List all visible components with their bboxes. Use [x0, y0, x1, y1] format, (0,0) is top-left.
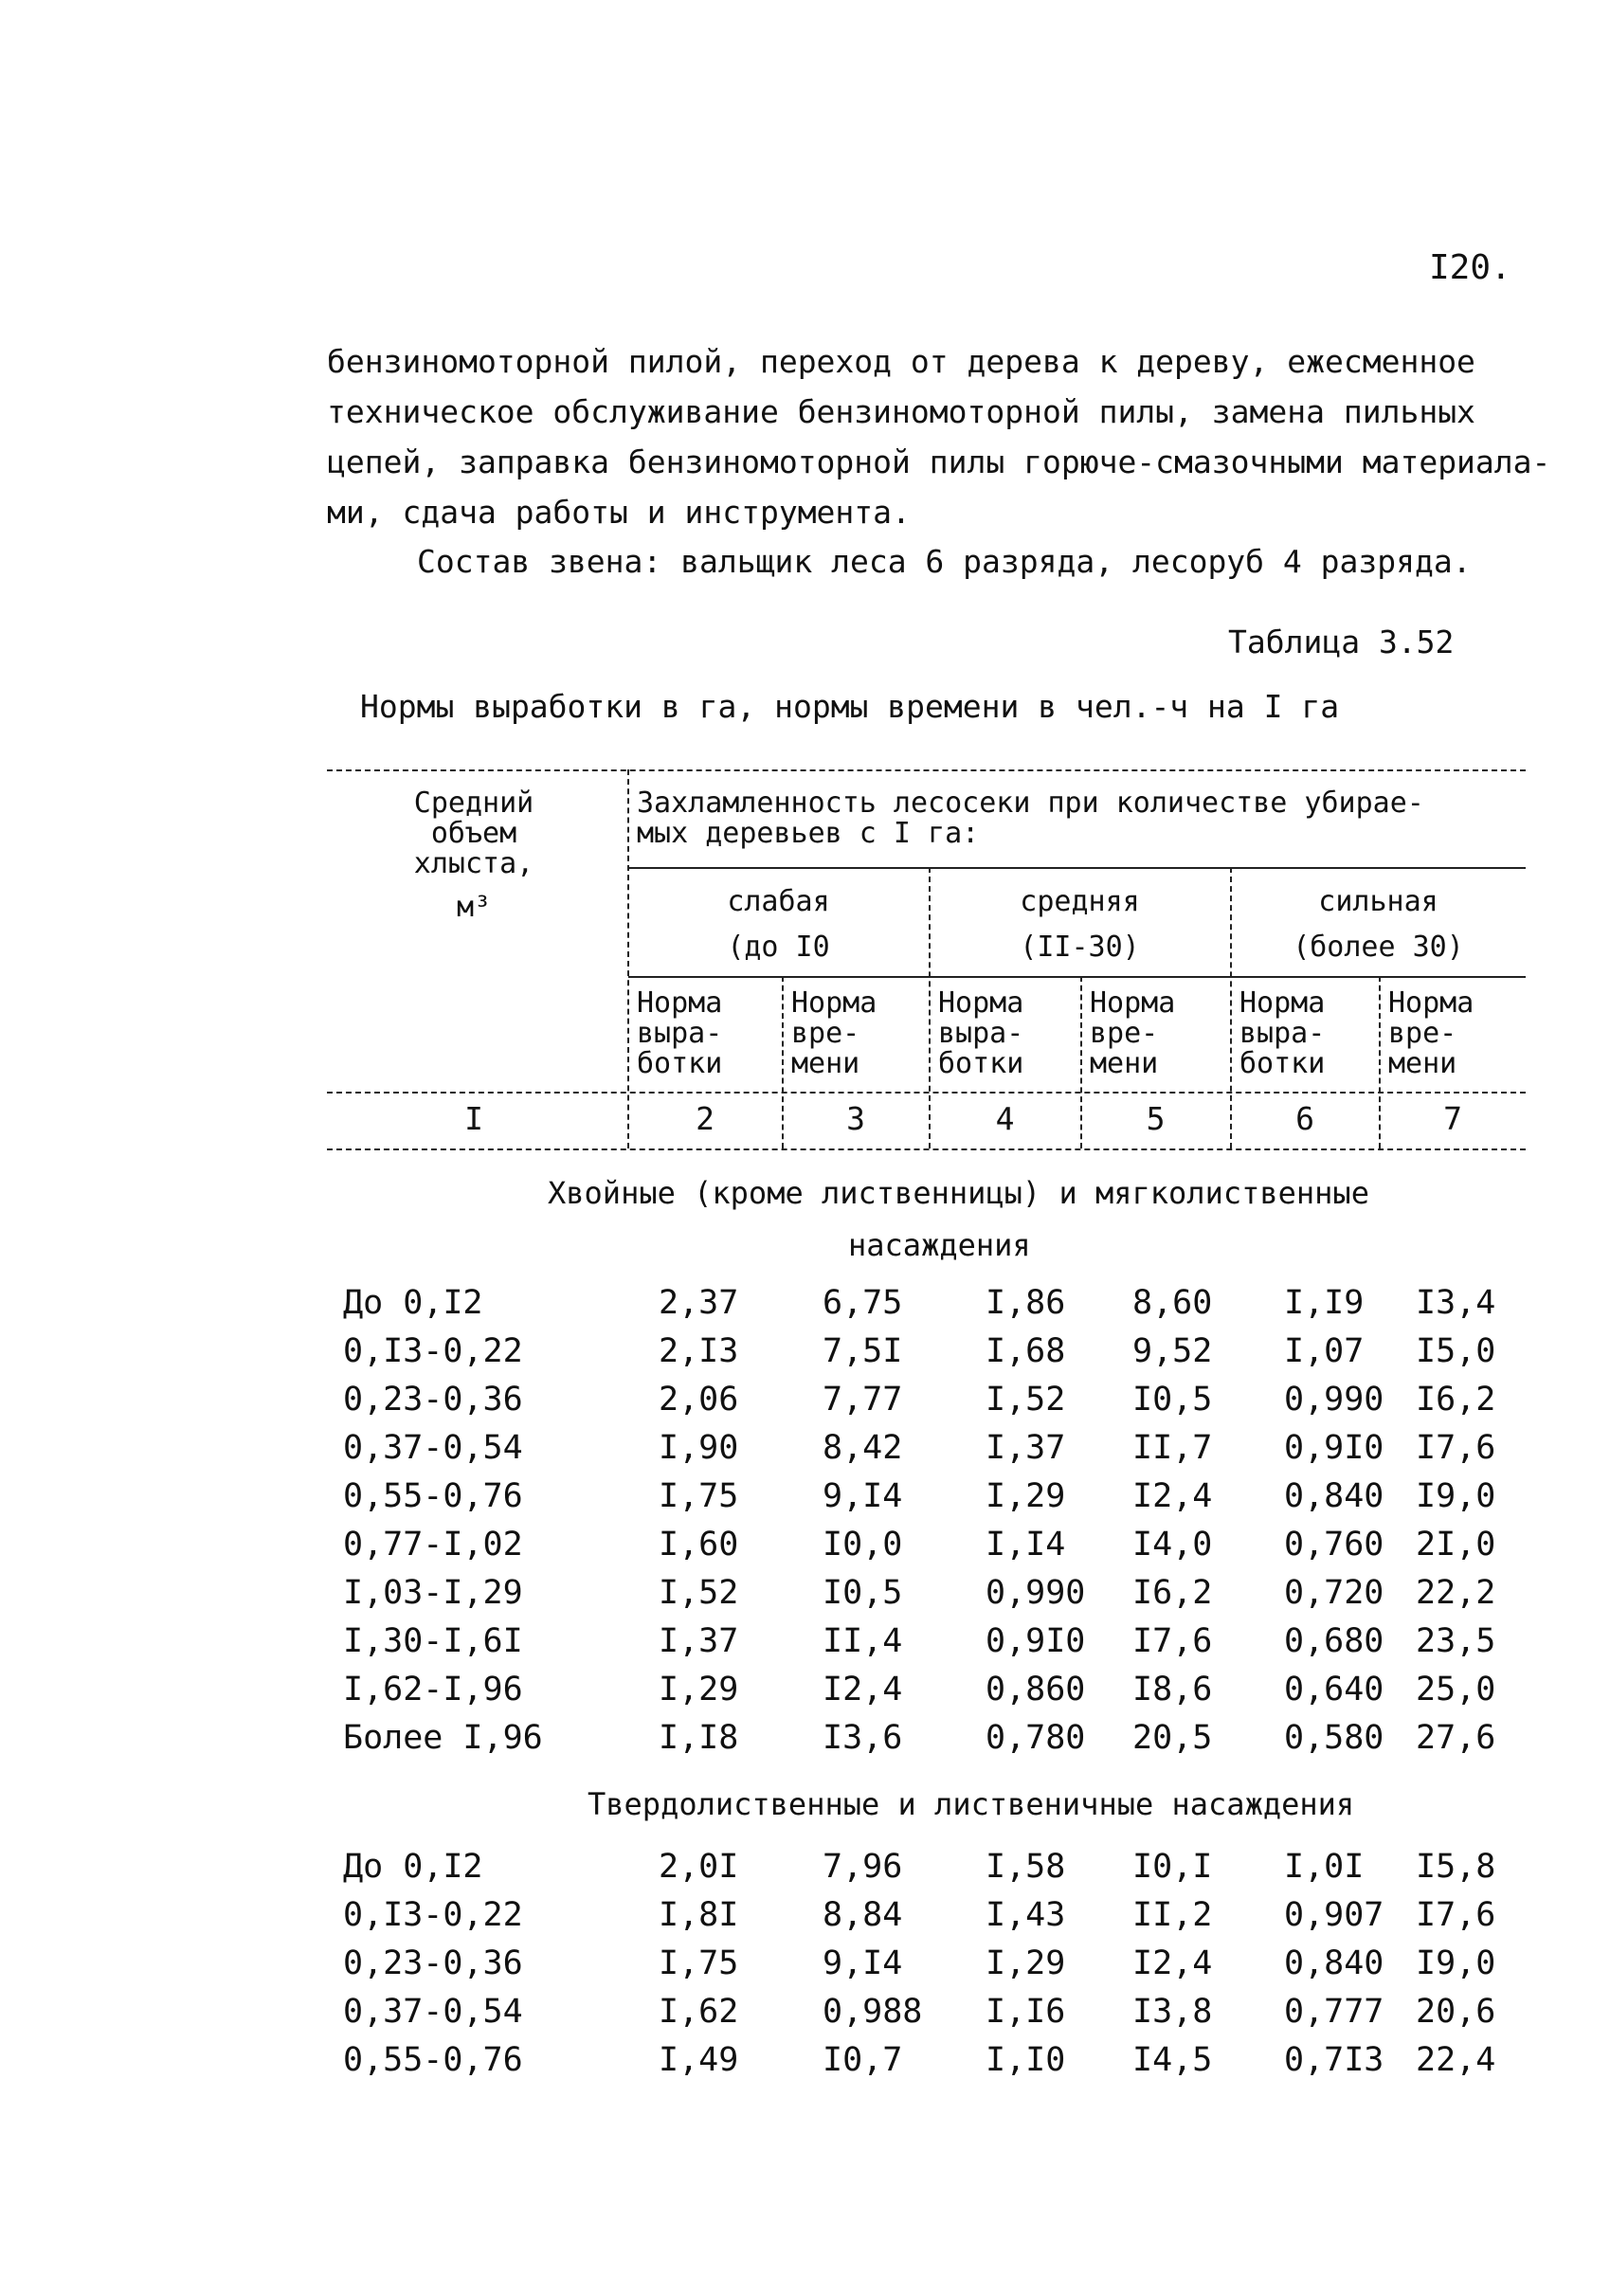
cell-value: I,75 [659, 1944, 739, 1982]
table-row [0, 1671, 1610, 1718]
table-row [0, 1622, 1610, 1670]
cell-value: I,29 [659, 1671, 739, 1708]
cell-value: I,52 [659, 1574, 739, 1612]
table-row [0, 1429, 1610, 1476]
cell-value: I,8I [659, 1896, 739, 1934]
column-number: 6 [1295, 1100, 1314, 1137]
subgroup-range: (II-30) [1020, 931, 1140, 964]
section-title: Твердолиственные и лиственичные насаждения [588, 1786, 1355, 1822]
norm-header-line: мени [1388, 1047, 1457, 1080]
norm-header-line: мени [791, 1047, 860, 1080]
cell-volume: Более I,96 [343, 1719, 543, 1757]
clutter-group-header [637, 788, 1424, 849]
cell-volume: До 0,I2 [343, 1848, 483, 1886]
norm-header-line: Норма [1090, 986, 1176, 1020]
cell-value: 7,5I [823, 1332, 903, 1370]
cell-volume: До 0,I2 [343, 1284, 483, 1322]
subgroup-name: средняя [1020, 885, 1140, 918]
crew-composition: Состав звена: вальщик леса 6 разряда, лесоруб 4 разряда. [417, 543, 1472, 580]
cell-value: 0,777 [1284, 1993, 1384, 2031]
paragraph-line: ми, сдача работы и инструмента. [327, 494, 911, 531]
cell-volume: 0,55-0,76 [343, 1477, 523, 1515]
cell-value: 9,52 [1132, 1332, 1213, 1370]
group-header-line: мых деревьев с I га: [637, 817, 980, 850]
cell-value: 20,6 [1416, 1993, 1496, 2031]
cell-value: 0,7I3 [1284, 2041, 1384, 2079]
cell-value: 22,4 [1416, 2041, 1496, 2079]
cell-value: I,62 [659, 1993, 739, 2031]
norm-time-header [791, 988, 877, 1079]
cell-value: I,37 [659, 1622, 739, 1660]
table-row [0, 1332, 1610, 1380]
header-top-rule [327, 769, 1526, 771]
cell-value: 0,720 [1284, 1574, 1384, 1612]
cell-value: 9,I4 [823, 1944, 903, 1982]
table-row [0, 1477, 1610, 1525]
cell-volume: 0,55-0,76 [343, 2041, 523, 2079]
cell-value: I,0I [1284, 1848, 1365, 1886]
norm-header-line: Норма [938, 986, 1024, 1020]
subgroup-rule [628, 976, 1526, 978]
cell-value: 0,780 [986, 1719, 1086, 1757]
cell-volume: 0,23-0,36 [343, 1944, 523, 1982]
column-number: 5 [1146, 1100, 1166, 1137]
cell-value: 0,840 [1284, 1477, 1384, 1515]
cell-value: I2,4 [823, 1671, 903, 1708]
norm-header-line: вре- [1388, 1017, 1457, 1050]
page-number: I20. [1429, 248, 1511, 287]
norm-time-header [1090, 988, 1175, 1079]
cell-value: 2,0I [659, 1848, 739, 1886]
cell-value: I,68 [986, 1332, 1066, 1370]
cell-volume: 0,I3-0,22 [343, 1896, 523, 1934]
cell-value: 0,640 [1284, 1671, 1384, 1708]
cell-value: I,I9 [1284, 1284, 1365, 1322]
table-row [0, 1381, 1610, 1428]
cell-value: I,I0 [986, 2041, 1066, 2079]
cell-value: I2,4 [1132, 1944, 1213, 1982]
cell-value: 0,9I0 [986, 1622, 1086, 1660]
table-row [0, 1896, 1610, 1943]
cell-value: I,37 [986, 1429, 1066, 1467]
norm-output-header [1239, 988, 1325, 1079]
table-row [0, 1526, 1610, 1573]
cell-value: 0,580 [1284, 1719, 1384, 1757]
cell-value: 8,60 [1132, 1284, 1213, 1322]
cell-value: I,58 [986, 1848, 1066, 1886]
norm-header-line: Норма [637, 986, 723, 1020]
cell-value: I,43 [986, 1896, 1066, 1934]
section-title: Хвойные (кроме лиственницы) и мягколиственные [548, 1175, 1369, 1211]
cell-volume: I,30-I,6I [343, 1622, 523, 1660]
cell-volume: I,03-I,29 [343, 1574, 523, 1612]
table-row [0, 2041, 1610, 2088]
norm-output-header [637, 988, 722, 1079]
cell-value: I3,8 [1132, 1993, 1213, 2031]
group-header-line: Захламленность лесосеки при количестве убирае- [637, 786, 1424, 820]
norm-header-line: мени [1090, 1047, 1159, 1080]
cell-volume: I,62-I,96 [343, 1671, 523, 1708]
table-row [0, 1993, 1610, 2040]
cell-value: 25,0 [1416, 1671, 1496, 1708]
norm-header-line: ботки [938, 1047, 1024, 1080]
cell-value: I0,5 [1132, 1381, 1213, 1419]
cell-value: II,4 [823, 1622, 903, 1660]
cell-value: I0,0 [823, 1526, 903, 1564]
cell-value: 6,75 [823, 1284, 903, 1322]
column-number: 3 [846, 1100, 865, 1137]
cell-value: I8,6 [1132, 1671, 1213, 1708]
cell-value: I,52 [986, 1381, 1066, 1419]
norm-output-header [938, 988, 1023, 1079]
cell-value: 7,96 [823, 1848, 903, 1886]
col-volume-line: объем [430, 817, 517, 850]
cell-value: I,I8 [659, 1719, 739, 1757]
subgroup-range: (более 30) [1293, 931, 1464, 964]
cell-value: 7,77 [823, 1381, 903, 1419]
cell-value: I0,5 [823, 1574, 903, 1612]
cell-value: I,I6 [986, 1993, 1066, 2031]
subgroup-weak [628, 879, 929, 970]
cell-value: I7,6 [1416, 1429, 1496, 1467]
norm-header-line: вре- [1090, 1017, 1159, 1050]
col-volume-line: хлыста, [413, 847, 534, 880]
cell-value: 8,42 [823, 1429, 903, 1467]
cell-value: I5,8 [1416, 1848, 1496, 1886]
cell-value: 0,907 [1284, 1896, 1384, 1934]
norm-time-header [1388, 988, 1474, 1079]
paragraph-line: техническое обслуживание бензиномоторной пилы, замена пильных [327, 393, 1475, 430]
subgroup-range: (до I0 [727, 931, 830, 964]
cell-value: I6,2 [1416, 1381, 1496, 1419]
norm-header-line: ботки [637, 1047, 723, 1080]
column-number: 4 [995, 1100, 1015, 1137]
norm-header-line: ботки [1239, 1047, 1326, 1080]
cell-value: I,49 [659, 2041, 739, 2079]
section-title: насаждения [848, 1227, 1031, 1263]
table-row [0, 1719, 1610, 1766]
cell-value: I0,I [1132, 1848, 1213, 1886]
norm-header-line: Норма [1239, 986, 1326, 1020]
cell-value: I4,0 [1132, 1526, 1213, 1564]
cell-value: I3,6 [823, 1719, 903, 1757]
cell-value: 22,2 [1416, 1574, 1496, 1612]
cell-value: 20,5 [1132, 1719, 1213, 1757]
table-row [0, 1574, 1610, 1621]
cell-volume: 0,I3-0,22 [343, 1332, 523, 1370]
cell-value: 0,680 [1284, 1622, 1384, 1660]
cell-value: I,29 [986, 1477, 1066, 1515]
norm-header-line: Норма [1388, 986, 1474, 1020]
cell-value: I7,6 [1132, 1622, 1213, 1660]
cell-value: I2,4 [1132, 1477, 1213, 1515]
cell-value: 0,9I0 [1284, 1429, 1384, 1467]
col-volume-line: м³ [456, 891, 492, 924]
cell-value: II,7 [1132, 1429, 1213, 1467]
cell-value: I,29 [986, 1944, 1066, 1982]
table-row [0, 1284, 1610, 1331]
cell-value: I7,6 [1416, 1896, 1496, 1934]
cell-value: 9,I4 [823, 1477, 903, 1515]
cell-value: 2,37 [659, 1284, 739, 1322]
column-number: 2 [696, 1100, 715, 1137]
table-title: Нормы выработки в га, нормы времени в чел.-ч на I га [360, 688, 1340, 725]
norm-header-line: выра- [637, 1017, 723, 1050]
cell-value: 2,I3 [659, 1332, 739, 1370]
header-numbers-rule [327, 1092, 1526, 1094]
cell-value: I0,7 [823, 2041, 903, 2079]
col-volume-header [341, 788, 606, 923]
cell-value: 2,06 [659, 1381, 739, 1419]
cell-value: 0,860 [986, 1671, 1086, 1708]
cell-value: 2I,0 [1416, 1526, 1496, 1564]
subgroup-strong [1231, 879, 1526, 970]
group-rule [628, 867, 1526, 869]
cell-value: 23,5 [1416, 1622, 1496, 1660]
cell-value: 0,990 [1284, 1381, 1384, 1419]
table-row [0, 1944, 1610, 1992]
cell-value: I9,0 [1416, 1477, 1496, 1515]
column-number: 7 [1443, 1100, 1462, 1137]
cell-volume: 0,37-0,54 [343, 1429, 523, 1467]
cell-value: I5,0 [1416, 1332, 1496, 1370]
cell-value: I9,0 [1416, 1944, 1496, 1982]
column-number: I [464, 1100, 483, 1137]
cell-value: I,90 [659, 1429, 739, 1467]
norm-header-line: вре- [791, 1017, 860, 1050]
paragraph-line: бензиномоторной пилой, переход от дерева к дереву, ежесменное [327, 343, 1475, 380]
norm-header-line: выра- [1239, 1017, 1326, 1050]
cell-value: 0,990 [986, 1574, 1086, 1612]
col-volume-line: Средний [413, 786, 534, 820]
subgroup-medium [930, 879, 1230, 970]
norm-header-line: выра- [938, 1017, 1024, 1050]
cell-value: 0,840 [1284, 1944, 1384, 1982]
cell-value: I,60 [659, 1526, 739, 1564]
cell-volume: 0,37-0,54 [343, 1993, 523, 2031]
table-label: Таблица 3.52 [1228, 624, 1455, 660]
cell-volume: 0,23-0,36 [343, 1381, 523, 1419]
cell-value: I,86 [986, 1284, 1066, 1322]
subgroup-name: слабая [727, 885, 830, 918]
cell-value: I,I4 [986, 1526, 1066, 1564]
cell-value: II,2 [1132, 1896, 1213, 1934]
cell-value: I4,5 [1132, 2041, 1213, 2079]
cell-value: 27,6 [1416, 1719, 1496, 1757]
paragraph-line: цепей, заправка бензиномоторной пилы горюче-смазочными материала- [327, 443, 1551, 480]
header-bottom-rule [327, 1148, 1526, 1150]
cell-value: I,07 [1284, 1332, 1365, 1370]
cell-value: I6,2 [1132, 1574, 1213, 1612]
intro-paragraph [327, 336, 1559, 537]
table-row [0, 1848, 1610, 1895]
cell-value: I,75 [659, 1477, 739, 1515]
cell-volume: 0,77-I,02 [343, 1526, 523, 1564]
subgroup-name: сильная [1318, 885, 1438, 918]
cell-value: 0,760 [1284, 1526, 1384, 1564]
cell-value: 0,988 [823, 1993, 923, 2031]
cell-value: 8,84 [823, 1896, 903, 1934]
norm-header-line: Норма [791, 986, 877, 1020]
cell-value: I3,4 [1416, 1284, 1496, 1322]
